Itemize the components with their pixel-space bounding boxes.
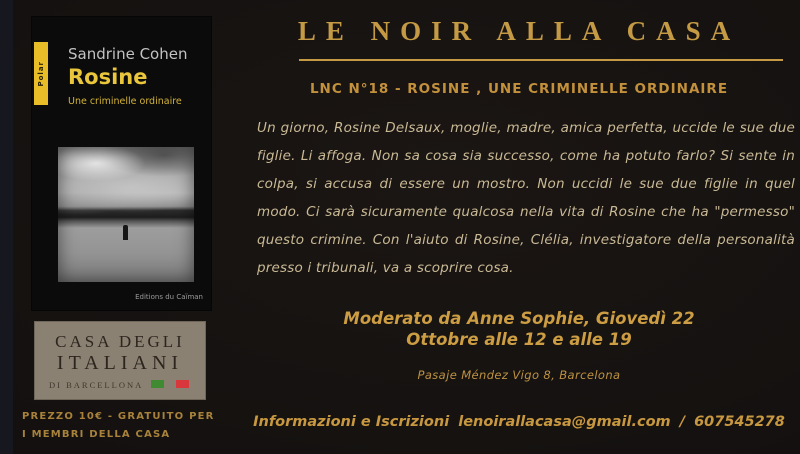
book-publisher: Editions du Caïman — [135, 293, 203, 301]
event-details — [243, 0, 795, 454]
page-edge — [0, 0, 13, 454]
moderation-line2: Ottobre alle 12 e alle 19 — [406, 330, 632, 349]
book-spine-band — [34, 42, 48, 105]
casa-degli-italiani-logo — [35, 322, 205, 399]
italian-flag-red-icon — [176, 380, 189, 388]
contact-phone: 607545278 — [694, 414, 785, 430]
book-author: Sandrine Cohen — [68, 45, 188, 63]
organizer-name-line1: CASA DEGLI — [55, 332, 185, 351]
event-flyer — [13, 0, 800, 454]
book-subtitle: Une criminelle ordinaire — [68, 96, 182, 107]
organizer-name-line3: DI BARCELLONA — [49, 380, 144, 390]
organizer-name-line2: ITALIANI — [56, 352, 184, 374]
lone-figure-silhouette — [123, 225, 128, 240]
price-note — [22, 408, 232, 444]
venue-address: Pasaje Méndez Vigo 8, Barcelona — [417, 368, 621, 382]
event-subtitle: LNC N°18 - ROSINE , UNE CRIMINELLE ORDINAIRE — [309, 81, 729, 97]
price-line2: I MEMBRI DELLA CASA — [22, 429, 171, 440]
contact-separator: / — [679, 414, 685, 430]
book-spine-label: Polar — [37, 60, 45, 87]
book-cover-photo — [58, 147, 194, 282]
contact-label: Informazioni e Iscrizioni — [253, 414, 450, 430]
moderation-line1: Moderato da Anne Sophie, Giovedì 22 — [343, 309, 695, 328]
event-title: LE NOIR ALLA CASA — [297, 16, 741, 46]
contact-line — [243, 414, 795, 430]
book-synopsis: Un giorno, Rosine Delsaux, moglie, madre, amica perfetta, uccide le sue due figlie. Li affoga. Non sa cosa sia successo, come ha potuto farlo? Si sente in colpa, si accusa di essere un mostro. Non uccidi le sue due figlie in quel modo. Ci sarà sicuramente qualcosa nella vita di Rosine che ha "permesso" questo crimine. Con l'aiuto di Rosine, Clélia, investigatore della personalità presso i tribunali, va a scoprire cosa. — [257, 120, 795, 276]
title-underline — [299, 59, 783, 61]
moderation-info — [243, 308, 795, 350]
book-title: Rosine — [68, 65, 148, 89]
book-cover — [32, 17, 211, 310]
contact-email: lenoirallacasa@gmail.com — [458, 414, 671, 430]
price-line1: PREZZO 10€ - GRATUITO PER — [22, 411, 215, 422]
italian-flag-green-icon — [151, 380, 164, 388]
